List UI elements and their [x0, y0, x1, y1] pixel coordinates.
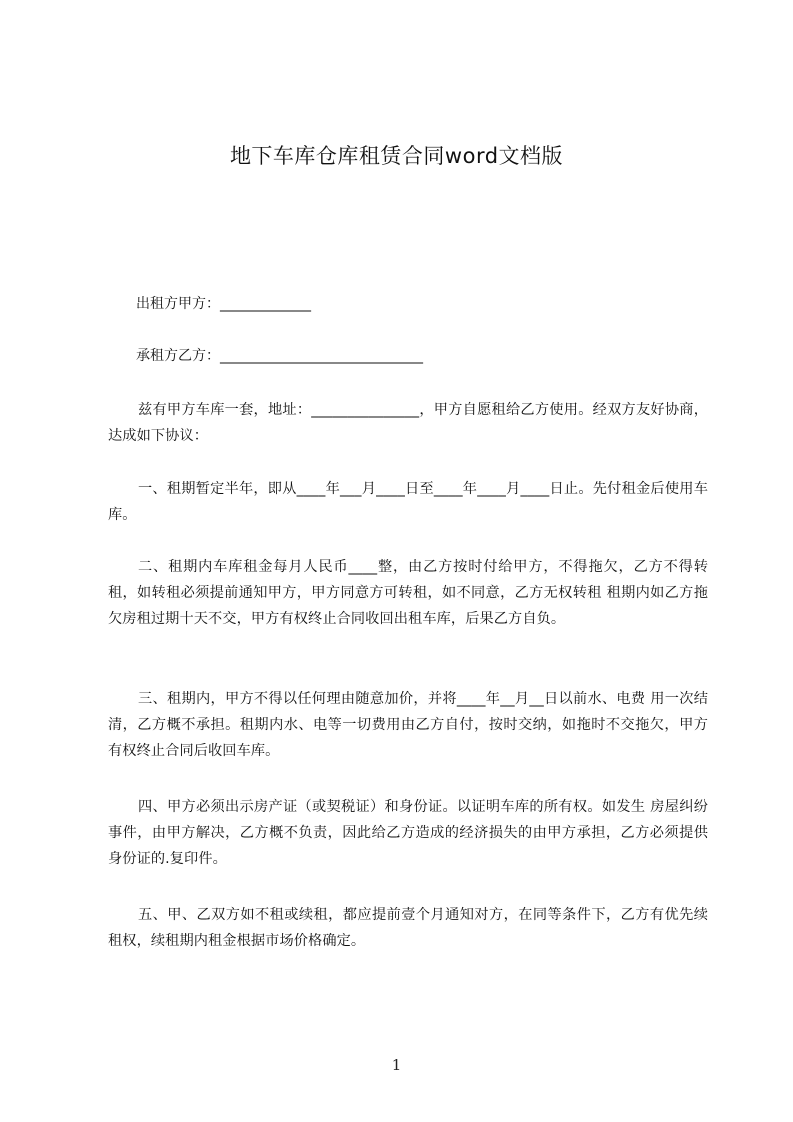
document-title: 地下车库仓库租赁合同word文档版 [229, 144, 564, 168]
page-number: 1 [391, 1056, 402, 1074]
lessor-line: 出租方甲方：_____________ [136, 296, 311, 312]
clause-3-utilities: 三、租期内，甲方不得以任何理由随意加价，并将____年__月__日以前水、电费 用一次结清，乙方概不承担。租期内水、电等一切费用由乙方自付，按时交纳，如拖时不交拖欠，甲方有权终止合同后收回车库。 [108, 691, 708, 759]
clause-1-lease-term: 一、租期暂定半年，即从____年___月____日至____年____月____日止。先付租金后使用车库。 [108, 481, 708, 523]
intro-paragraph: 兹有甲方车库一套，地址：_______________，甲方自愿租给乙方使用。经双方友好协商，达成如下协议： [108, 402, 708, 444]
clause-2-rent-payment: 二、租期内车库租金每月人民币____整，由乙方按时付给甲方，不得拖欠，乙方不得转租，如转租必须提前通知甲方，甲方同意方可转租，如不同意，乙方无权转租 租期内如乙方拖欠房租过期十天不交，甲方有权终止合同收回出租车库，后果乙方自负。 [108, 559, 708, 627]
lessee-line: 承租方乙方：_____________________________ [136, 348, 423, 364]
clause-5-renewal: 五、甲、乙双方如不租或续租，都应提前壹个月通知对方，在同等条件下，乙方有优先续租权，续租期内租金根据市场价格确定。 [108, 907, 708, 949]
clause-4-ownership: 四、甲方必须出示房产证（或契税证）和身份证。以证明车库的所有权。如发生 房屋纠纷事件，由甲方解决，乙方概不负责，因此给乙方造成的经济损失的由甲方承担，乙方必须提供身份证的.复印件。 [108, 799, 708, 867]
